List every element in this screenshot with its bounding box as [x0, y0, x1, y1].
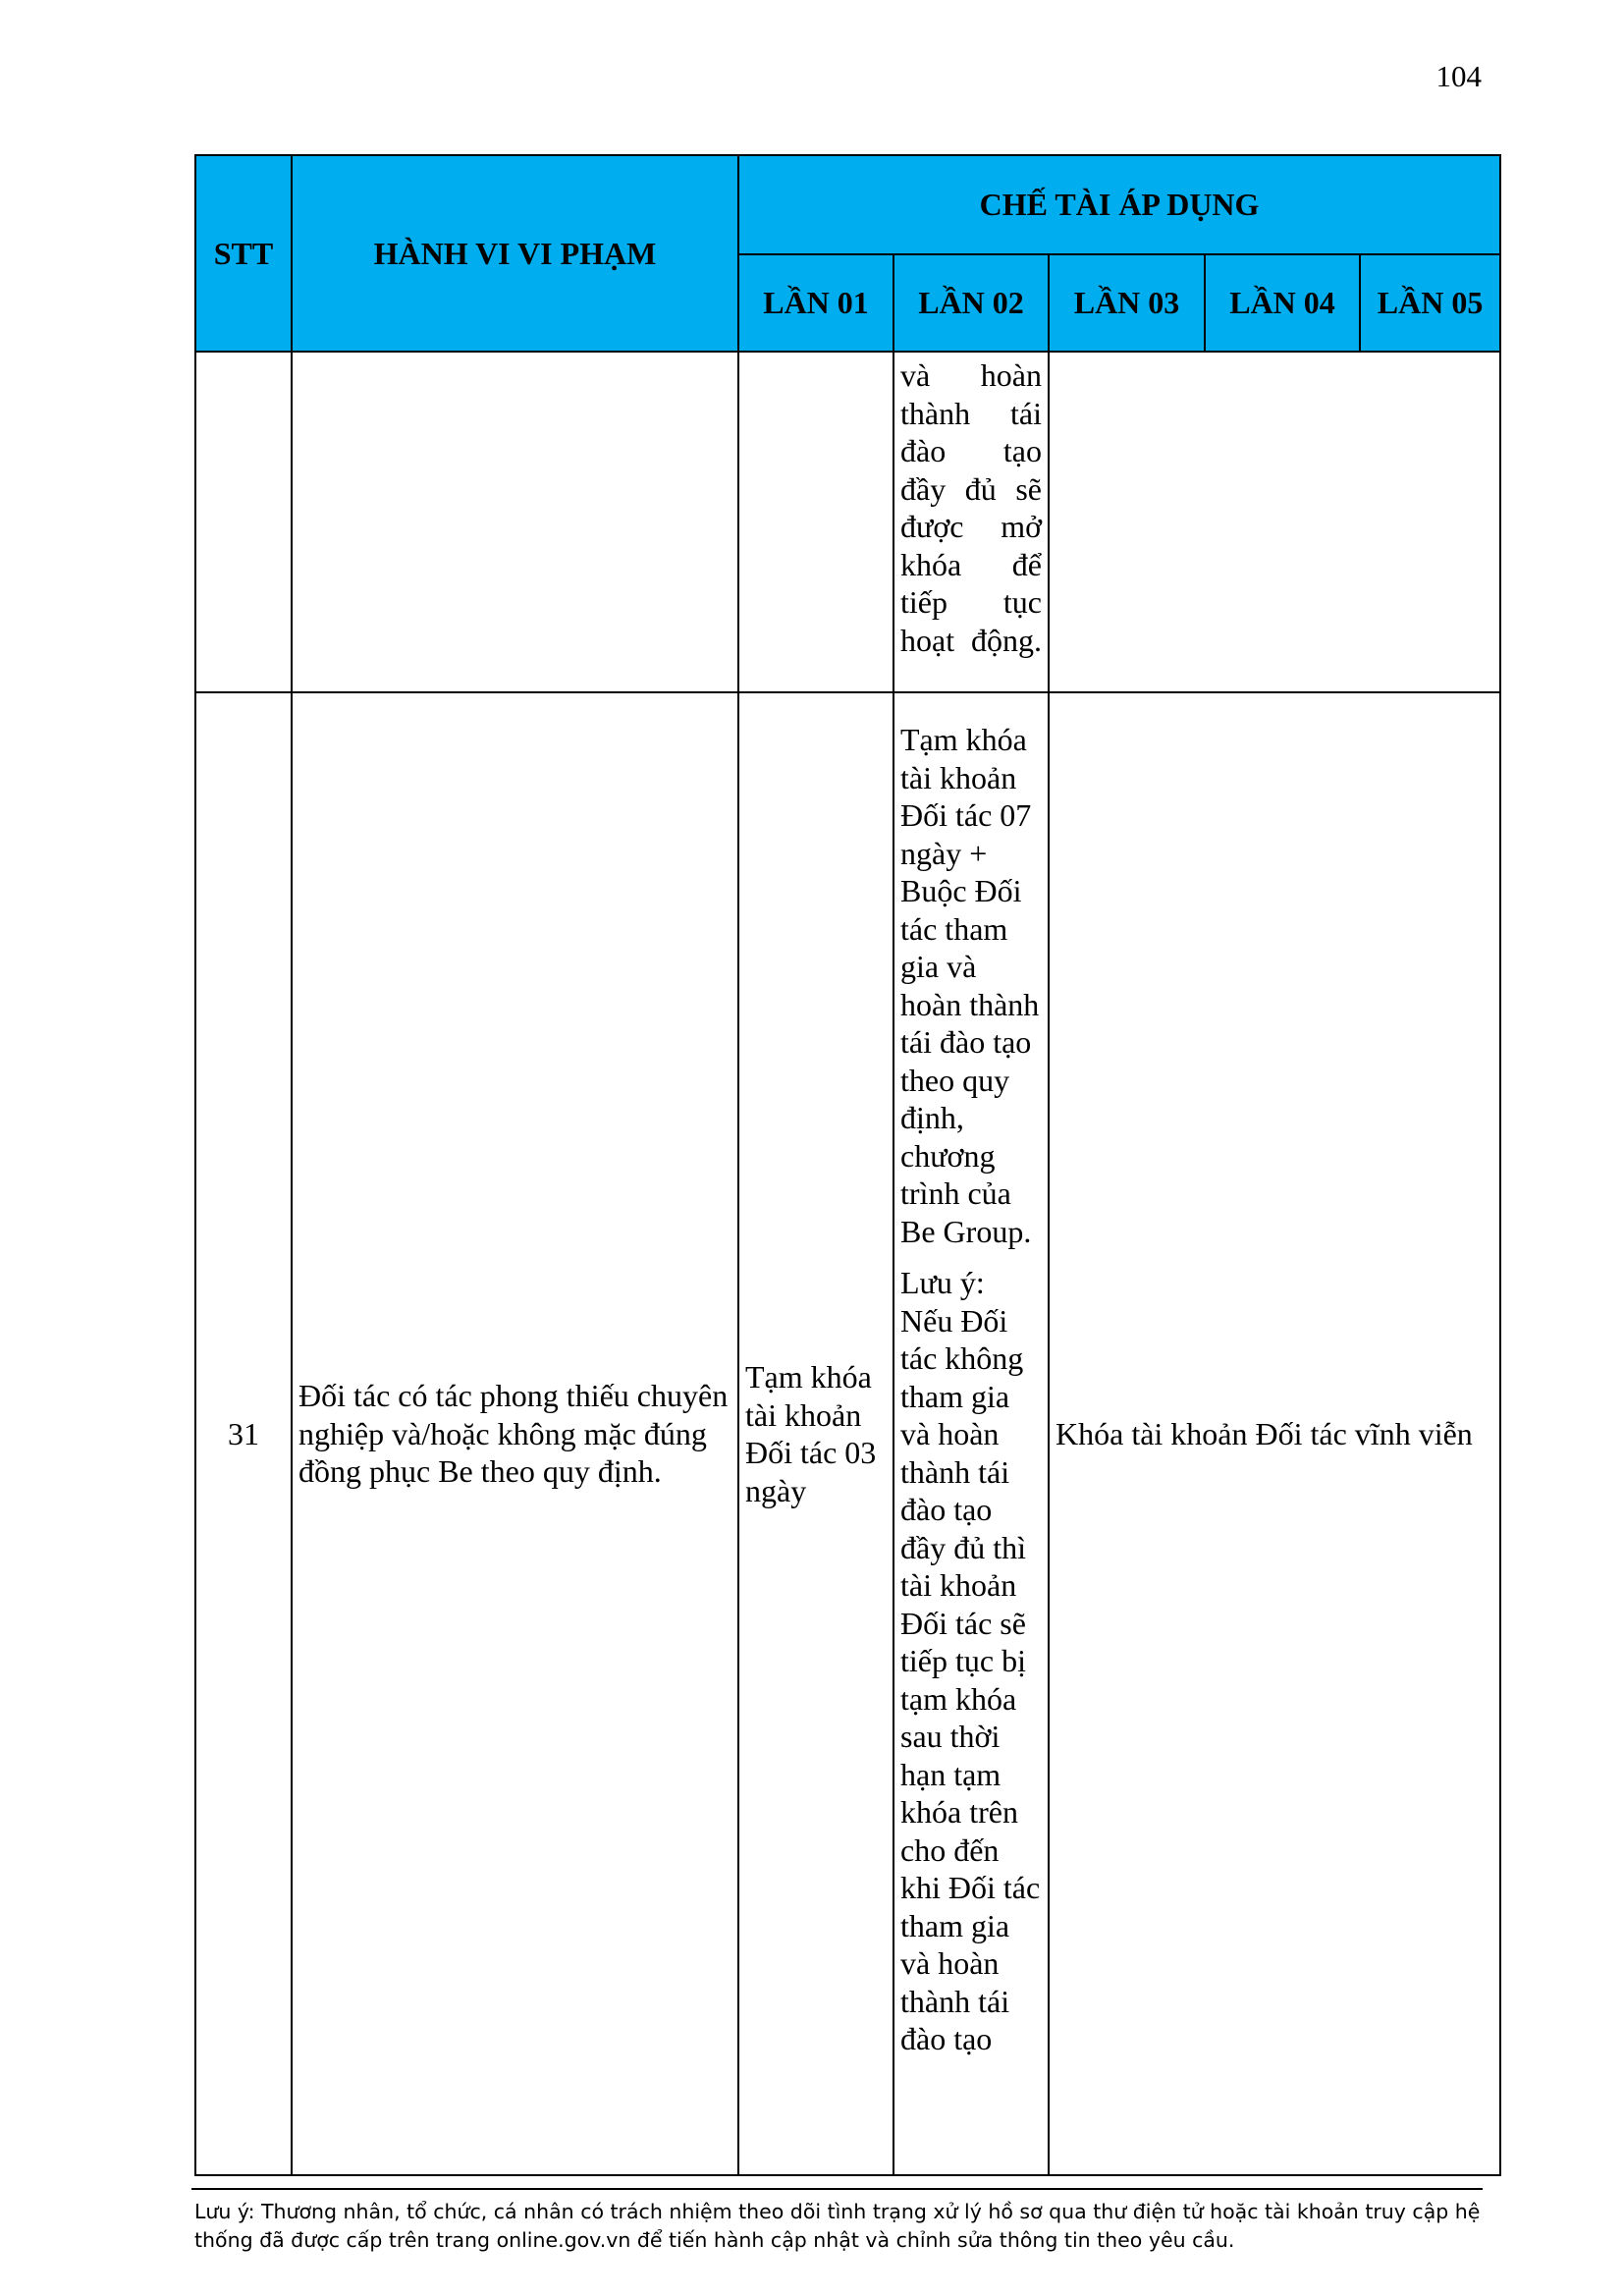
footer-note: Lưu ý: Thương nhân, tổ chức, cá nhân có trách nhiệm theo dõi tình trạng xử lý hồ sơ qua thư điện tử hoặc tài khoản truy cập hệ thống đã được cấp trên trang online.gov.vn để tiến hành cập nhật và chỉnh sửa thông tin theo yêu cầu. [194, 2200, 1481, 2252]
cell-stt-continued [195, 352, 292, 692]
header-row-top [195, 155, 1500, 254]
header-lan05: LẦN 05 [1360, 254, 1500, 352]
page-number: 104 [1435, 59, 1482, 93]
table-row-continued [195, 352, 1500, 692]
cell-lan02-continued: và hoàn thành tái đào tạo đầy đủ sẽ được mở khóa để tiếp tục hoạt động. [893, 352, 1049, 692]
header-lan03: LẦN 03 [1049, 254, 1205, 352]
cell-lan01-31: Tạm khóa tài khoản Đối tác 03 ngày [738, 692, 893, 2175]
penalty-table [194, 154, 1501, 2176]
cell-lan03-05-continued [1049, 352, 1500, 692]
cell-stt-31: 31 [195, 692, 292, 2175]
cell-violation-31: Đối tác có tác phong thiếu chuyên nghiệp và/hoặc không mặc đúng đồng phục Be theo quy định. [292, 692, 738, 2175]
header-violation: HÀNH VI VI PHẠM [292, 155, 738, 352]
cell-lan02-31 [893, 692, 1049, 2175]
lan02-note-text: Lưu ý: Nếu Đối tác không tham gia và hoàn thành tái đào tạo đầy đủ thì tài khoản Đối tác sẽ tiếp tục bị tạm khóa sau thời hạn tạm khóa trên cho đến khi Đối tác tham gia và hoàn thành tái đào tạo [900, 1265, 1041, 2056]
header-lan02: LẦN 02 [893, 254, 1049, 352]
header-lan04: LẦN 04 [1205, 254, 1360, 352]
header-stt: STT [195, 155, 292, 352]
table-row-31 [195, 692, 1500, 2175]
header-sanctions: CHẾ TÀI ÁP DỤNG [738, 155, 1500, 254]
footer-divider [191, 2188, 1483, 2190]
cell-lan01-continued [738, 352, 893, 692]
header-lan01: LẦN 01 [738, 254, 893, 352]
cell-lan03-05-31: Khóa tài khoản Đối tác vĩnh viễn [1049, 692, 1500, 2175]
lan02-main-text: Tạm khóa tài khoản Đối tác 07 ngày + Buộc Đối tác tham gia và hoàn thành tái đào tạo theo quy định, chương trình của Be Group. [900, 722, 1040, 1249]
cell-violation-continued [292, 352, 738, 692]
